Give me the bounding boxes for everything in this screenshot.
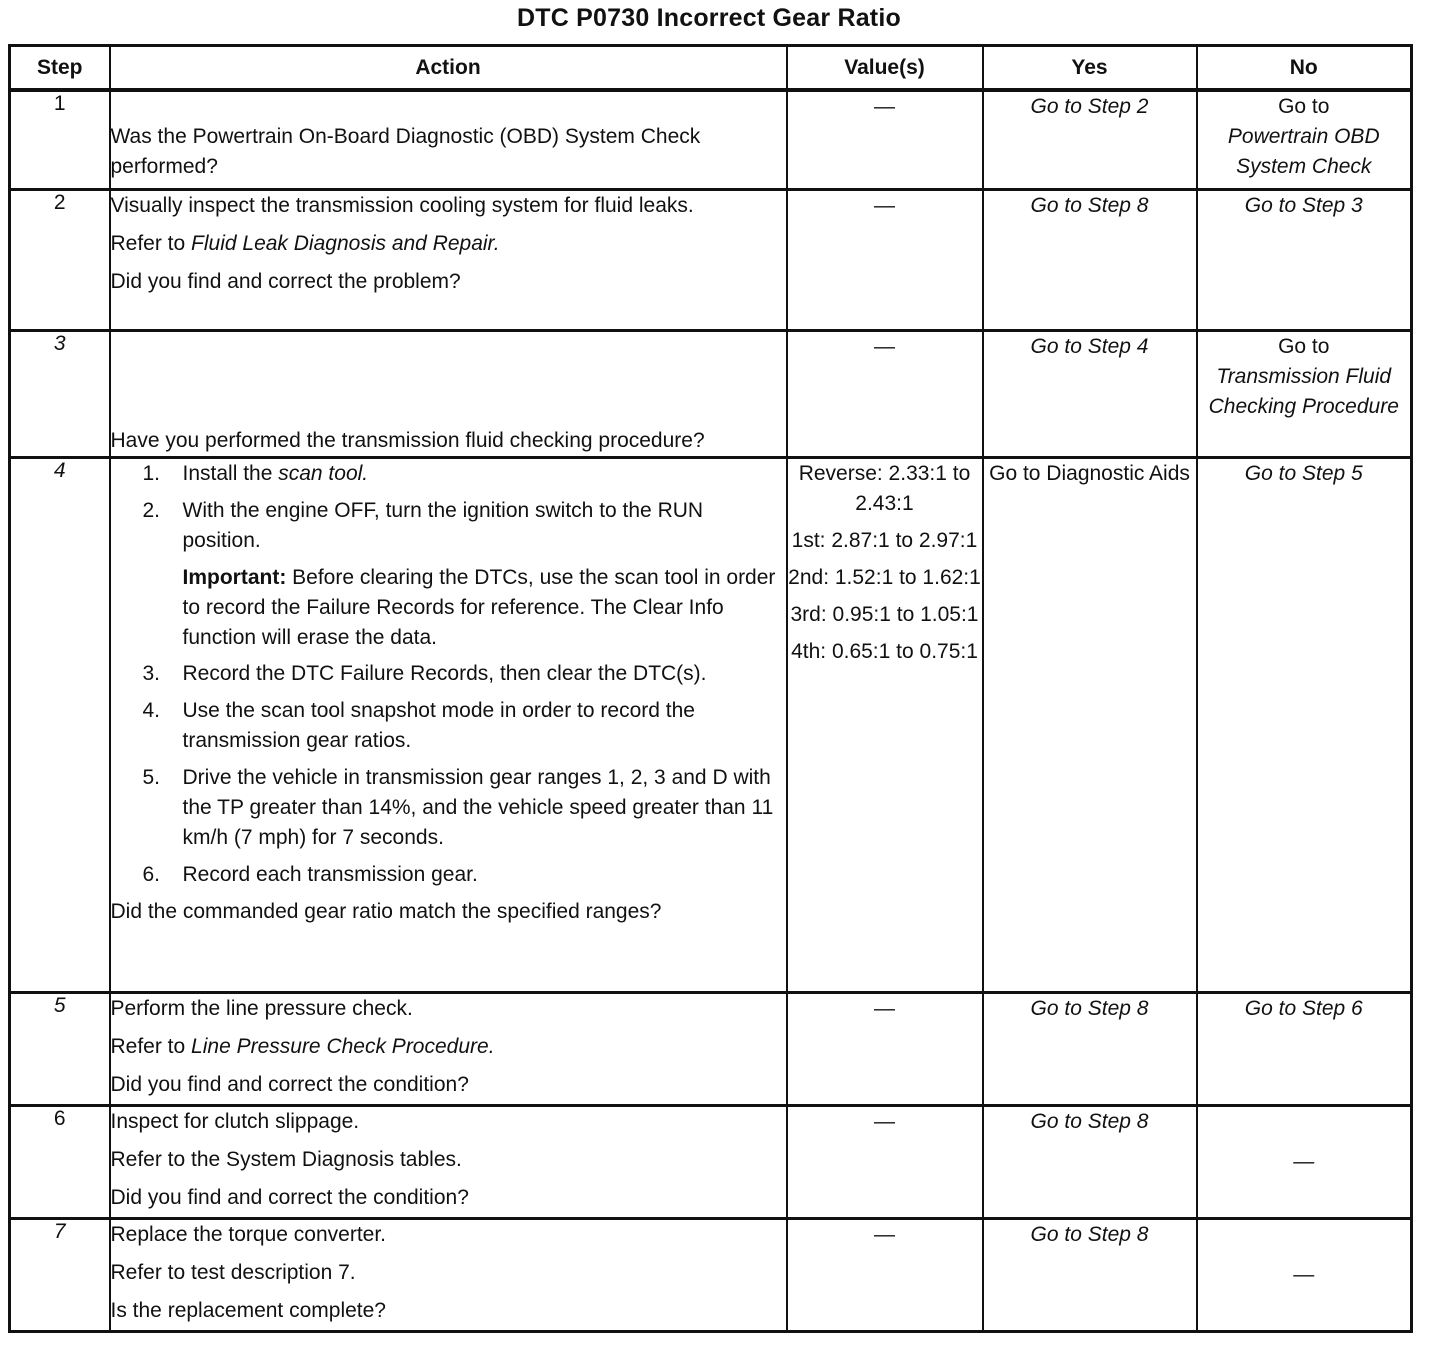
header-action: Action (110, 46, 787, 91)
value-dash: — (874, 1110, 895, 1133)
list-item: 6. Record each transmission gear. (142, 863, 478, 886)
diagnostic-table (8, 44, 1413, 1333)
table-row (10, 190, 1412, 331)
action-cell (110, 993, 787, 1106)
value-cell (787, 90, 983, 190)
action-question: Is the replacement complete? (110, 1299, 386, 1322)
list-item: 2. With the engine OFF, turn the ignition switch to the RUN position. (142, 499, 704, 552)
value-cell (787, 993, 983, 1106)
action-reference: Refer to test description 7. (110, 1261, 356, 1284)
step-number: 5 (10, 993, 110, 1106)
table-row (10, 90, 1412, 190)
scan-tool-link[interactable]: scan tool. (278, 462, 369, 485)
yes-cell (983, 993, 1197, 1106)
yes-link[interactable]: Go to Diagnostic Aids (989, 462, 1190, 485)
reference-prefix: Refer to (110, 1035, 192, 1058)
gear-ratio-3rd: 3rd: 0.95:1 to 1.05:1 (790, 603, 979, 626)
action-reference: Refer to the System Diagnosis tables. (110, 1148, 462, 1171)
no-cell (1197, 458, 1412, 993)
yes-cell (983, 190, 1197, 331)
yes-cell (983, 331, 1197, 458)
value-dash: — (874, 95, 895, 118)
no-dash: — (1293, 1150, 1315, 1173)
table-row (10, 458, 1412, 993)
yes-link[interactable]: Go to Step 8 (1030, 1223, 1149, 1246)
no-prefix: Go to (1278, 95, 1330, 118)
header-row (10, 46, 1412, 91)
value-dash: — (874, 1223, 895, 1246)
reference-prefix: Refer to (110, 232, 192, 255)
action-reference (111, 229, 786, 259)
no-link[interactable]: Go to Step 5 (1244, 462, 1363, 485)
yes-link[interactable]: Go to Step 8 (1030, 194, 1149, 217)
step-number: 7 (10, 1219, 110, 1332)
gear-ratio-2nd: 2nd: 1.52:1 to 1.62:1 (788, 566, 981, 589)
step-number: 1 (10, 90, 110, 190)
action-text: Was the Powertrain On-Board Diagnostic (OBD) System Check performed? (110, 125, 701, 178)
action-text: Perform the line pressure check. (110, 997, 413, 1020)
action-question: Did you find and correct the condition? (110, 1186, 469, 1209)
no-link[interactable]: Go to Step 6 (1244, 997, 1363, 1020)
table-row (10, 1106, 1412, 1219)
value-cell (787, 190, 983, 331)
list-item: 1. Install the scan tool. (142, 462, 369, 485)
list-item: 4. Use the scan tool snapshot mode in order to record the transmission gear ratios. (142, 699, 695, 752)
reference-link[interactable]: Line Pressure Check Procedure. (191, 1035, 495, 1058)
important-label: Important: (182, 566, 287, 589)
action-cell (110, 331, 787, 458)
no-cell (1197, 1106, 1412, 1219)
action-text: Replace the torque converter. (110, 1223, 387, 1246)
step-number: 6 (10, 1106, 110, 1219)
procedure-list (111, 659, 786, 890)
value-dash: — (874, 997, 895, 1020)
action-reference (111, 1032, 786, 1062)
action-cell (110, 458, 787, 993)
step-number: 3 (10, 331, 110, 458)
action-question: Did the commanded gear ratio match the specified ranges? (110, 900, 662, 923)
yes-cell (983, 1219, 1197, 1332)
no-dash: — (1293, 1263, 1315, 1286)
page-title: DTC P0730 Incorrect Gear Ratio (517, 4, 901, 32)
header-step: Step (10, 46, 110, 91)
yes-cell (983, 1106, 1197, 1219)
no-cell (1197, 90, 1412, 190)
value-cell (787, 1219, 983, 1332)
table-row (10, 331, 1412, 458)
action-cell (110, 190, 787, 331)
no-link[interactable]: Go to Step 3 (1244, 194, 1363, 217)
yes-link[interactable]: Go to Step 2 (1030, 95, 1149, 118)
action-text: Inspect for clutch slippage. (110, 1110, 360, 1133)
no-cell (1197, 331, 1412, 458)
header-yes: Yes (983, 46, 1197, 91)
yes-link[interactable]: Go to Step 8 (1030, 997, 1149, 1020)
table-row (10, 993, 1412, 1106)
gear-ratio-4th: 4th: 0.65:1 to 0.75:1 (791, 640, 978, 663)
reference-link[interactable]: Fluid Leak Diagnosis and Repair. (191, 232, 500, 255)
value-dash: — (874, 335, 895, 358)
step-number: 4 (10, 458, 110, 993)
step-number: 2 (10, 190, 110, 331)
yes-cell (983, 90, 1197, 190)
value-dash: — (874, 194, 895, 217)
value-cell (787, 458, 983, 993)
table-row (10, 1219, 1412, 1332)
no-prefix: Go to (1278, 335, 1330, 358)
action-question: Did you find and correct the condition? (110, 1073, 469, 1096)
no-link[interactable]: Transmission Fluid Checking Procedure (1208, 365, 1399, 418)
no-cell (1197, 1219, 1412, 1332)
value-cell (787, 331, 983, 458)
action-question: Did you find and correct the problem? (110, 270, 461, 293)
header-values: Value(s) (787, 46, 983, 91)
important-note (111, 563, 786, 653)
gear-ratio-reverse: Reverse: 2.33:1 to 2.43:1 (798, 462, 971, 515)
action-cell (110, 1219, 787, 1332)
list-item: 5. Drive the vehicle in transmission gear ranges 1, 2, 3 and D with the TP greater than 14%, and the vehicle speed greater than 11 km/h (7 mph) for 7 seconds. (142, 766, 774, 849)
no-cell (1197, 993, 1412, 1106)
procedure-list (111, 459, 786, 556)
value-cell (787, 1106, 983, 1219)
action-question: Have you performed the transmission fluid checking procedure? (110, 429, 705, 452)
important-text: Before clearing the DTCs, use the scan tool in order to record the Failure Records for reference. The Clear Info function will erase the data. (182, 566, 776, 649)
action-cell (110, 90, 787, 190)
yes-link[interactable]: Go to Step 4 (1030, 335, 1149, 358)
header-no: No (1197, 46, 1412, 91)
no-cell (1197, 190, 1412, 331)
action-cell (110, 1106, 787, 1219)
gear-ratio-1st: 1st: 2.87:1 to 2.97:1 (791, 529, 978, 552)
yes-link[interactable]: Go to Step 8 (1030, 1110, 1149, 1133)
list-item: 3. Record the DTC Failure Records, then clear the DTC(s). (142, 662, 707, 685)
action-text: Visually inspect the transmission cooling system for fluid leaks. (110, 194, 694, 217)
no-link[interactable]: Powertrain OBD System Check (1227, 125, 1380, 178)
yes-cell (983, 458, 1197, 993)
